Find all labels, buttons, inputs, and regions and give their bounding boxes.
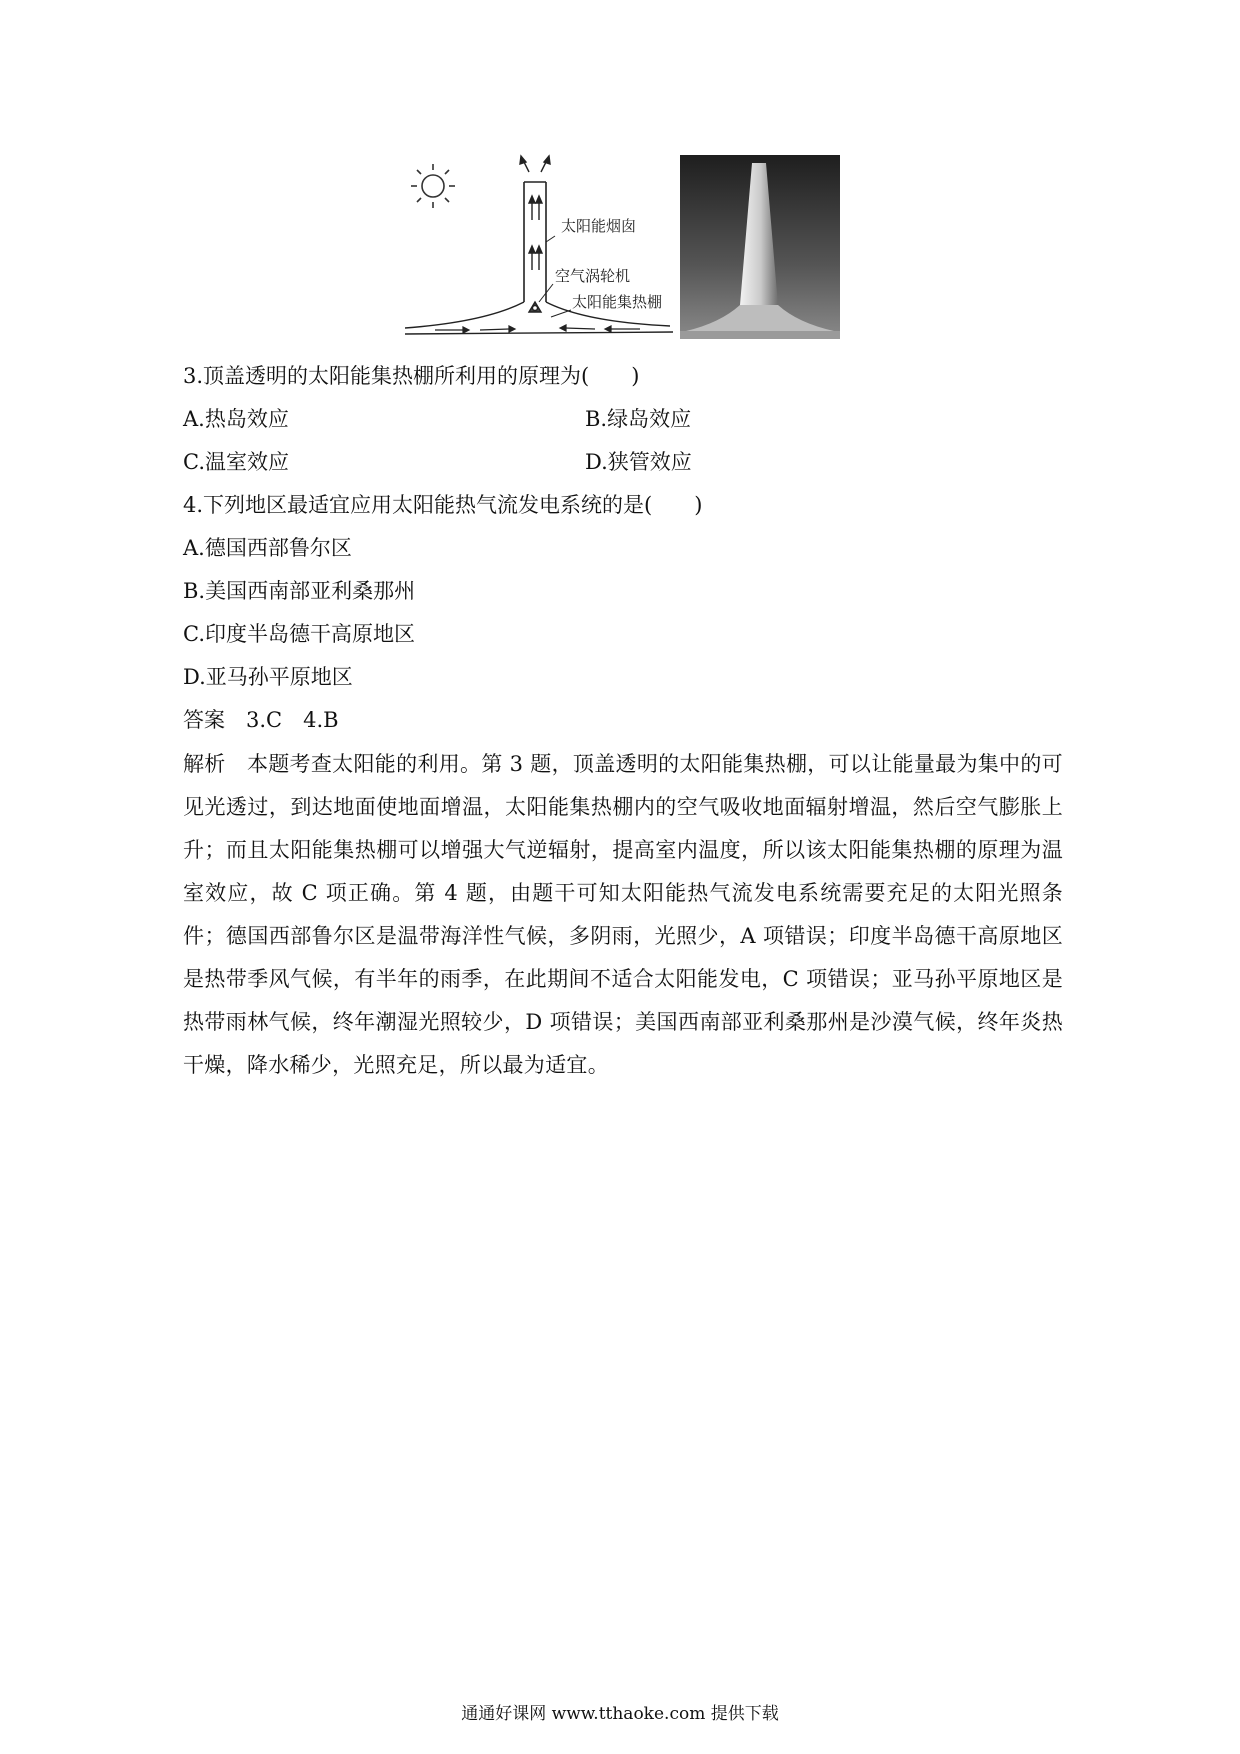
chimney-label: 太阳能烟囱 [561,217,637,235]
analysis-label: 解析 [183,752,226,776]
page-footer: 通通好课网 www.tthaoke.com 提供下载 [461,1704,779,1724]
question-3-stem: 3.顶盖透明的太阳能集热棚所利用的原理为( ) [183,364,640,388]
analysis-text: 本题考查太阳能的利用。第 3 题，顶盖透明的太阳能集热棚，可以让能量最为集中的可见光透过，到达地面使地面增温，太阳能集热棚内的空气吸收地面辐射增温，然后空气膨胀上升；而且太阳能集热棚可以增强大气逆辐射，提高室内温度，所以该太阳能集热棚的原理为温室效应，故 C 项正确。第 4 题，由题干可知太阳能热气流发电系统需要充足的太阳光照条件；德国西部鲁尔区是温带海洋性气候，多阴雨，光照少，A 项错误；印度半岛德干高原地区是热带季风气候，有半年的雨季，在此期间不适合太阳能发电，C 项错误；亚马孙平原地区是热带雨林气候，终年潮湿光照较少，D 项错误；美国西南部亚利桑那州是沙漠气候，终年炎热干燥，降水稀少，光照充足，所以最为适宜。 [183,752,1063,1077]
question-4-option-a: A.德国西部鲁尔区 [183,536,352,560]
question-3-option-a: A.热岛效应 [183,407,289,431]
question-4-option-c: C.印度半岛德干高原地区 [183,622,415,646]
solar-chimney-diagram [405,150,675,340]
question-3-option-c: C.温室效应 [183,450,289,474]
sun-icon [411,164,455,208]
question-4-option-d: D.亚马孙平原地区 [183,665,353,689]
chimney-shape [524,182,546,302]
question-4-stem: 4.下列地区最适宜应用太阳能热气流发电系统的是( ) [183,493,703,517]
answer-text: 3.C 4.B [246,708,339,732]
question-3-option-b: B.绿岛效应 [585,407,692,431]
answer-line [183,706,339,734]
solar-tower-photo [680,155,840,339]
analysis-paragraph [183,743,1063,1087]
turbine-icon [529,302,541,312]
turbine-label: 空气涡轮机 [555,267,631,285]
answer-label: 答案 [183,708,225,732]
question-3-option-d: D.狭管效应 [585,450,692,474]
collector-label: 太阳能集热棚 [572,293,663,311]
question-4-option-b: B.美国西南部亚利桑那州 [183,579,416,603]
